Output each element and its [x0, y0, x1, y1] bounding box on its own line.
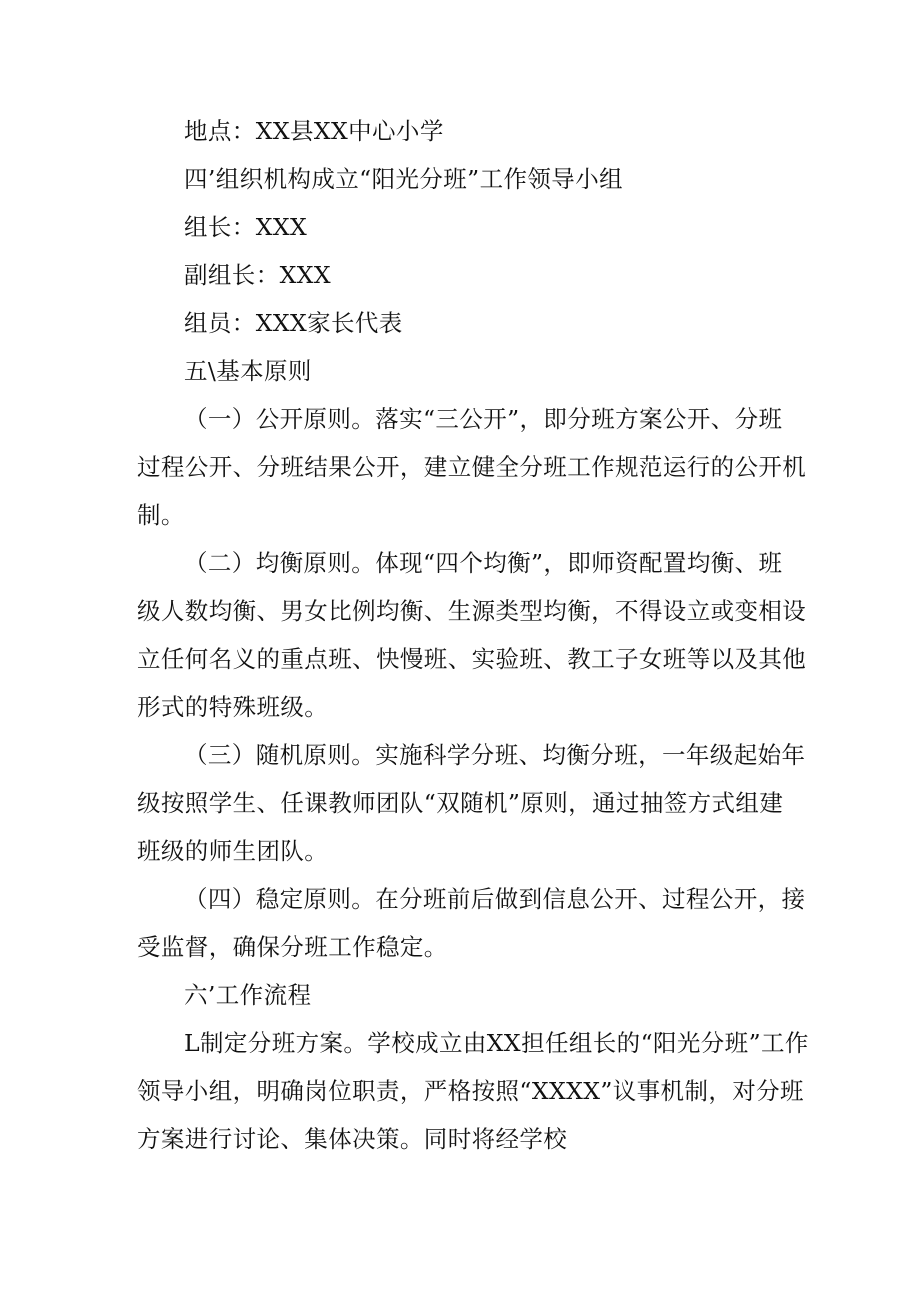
- principle-3-line-1: （三）随机原则。实施科学分班、均衡分班，一年级起始年: [184, 741, 806, 769]
- principle-2-line-1: （二）均衡原则。体现“四个均衡”，即师资配置均衡、班: [184, 549, 783, 577]
- principle-2-line-3: 立任何名义的重点班、快慢班、实验班、教工子女班等以及其他: [137, 645, 807, 673]
- section-5-heading: 五\基本原则: [184, 357, 312, 385]
- deputy-leader-line: 副组长：XXX: [184, 261, 331, 289]
- section-4-heading: 四’组织机构成立“阳光分班”工作领导小组: [184, 165, 623, 193]
- principle-3-line-2: 级按照学生、任课教师团队“双随机”原则，通过抽签方式组建: [137, 789, 784, 817]
- location-line: 地点：XX县XX中心小学: [184, 117, 444, 145]
- principle-4-line-1: （四）稳定原则。在分班前后做到信息公开、过程公开，接: [184, 885, 806, 913]
- workflow-line-1: L制定分班方案。学校成立由XX担任组长的“阳光分班”工作: [184, 1029, 809, 1057]
- workflow-line-3: 方案进行讨论、集体决策。同时将经学校: [137, 1125, 568, 1153]
- principle-1-line-3: 制。: [137, 501, 185, 529]
- team-members-line: 组员：XXX家长代表: [184, 309, 403, 337]
- principle-2-line-2: 级人数均衡、男女比例均衡、生源类型均衡，不得设立或变相设: [137, 597, 807, 625]
- principle-4-line-2: 受监督，确保分班工作稳定。: [137, 933, 448, 961]
- team-leader-line: 组长：XXX: [184, 213, 308, 241]
- principle-2-line-4: 形式的特殊班级。: [137, 693, 329, 721]
- principle-3-line-3: 班级的师生团队。: [137, 837, 329, 865]
- workflow-line-2: 领导小组，明确岗位职责，严格按照“XXXX”议事机制，对分班: [137, 1077, 804, 1105]
- principle-1-line-1: （一）公开原则。落实“三公开”，即分班方案公开、分班: [184, 405, 783, 433]
- principle-1-line-2: 过程公开、分班结果公开，建立健全分班工作规范运行的公开机: [137, 453, 807, 481]
- section-6-heading: 六’工作流程: [184, 981, 312, 1009]
